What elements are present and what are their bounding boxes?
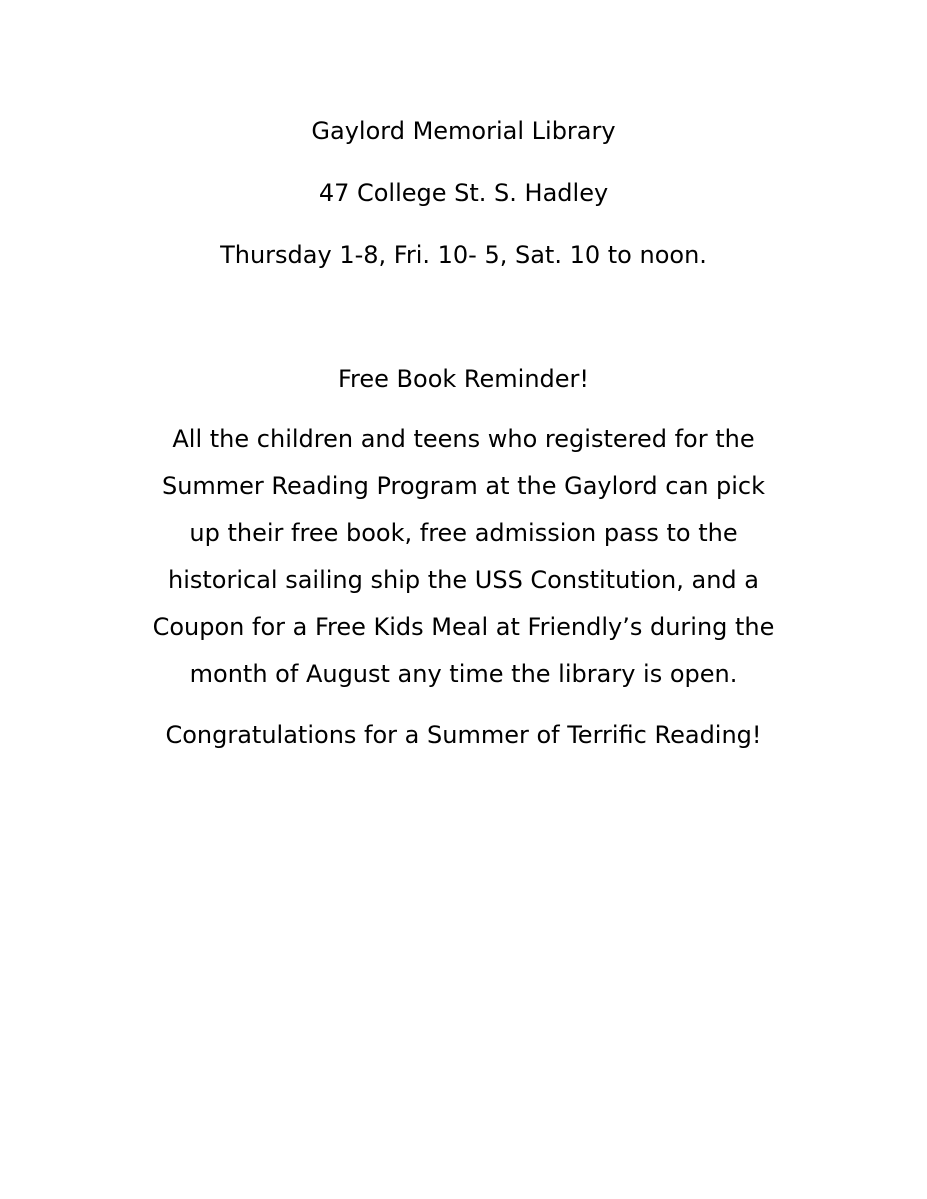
notice-closing: Congratulations for a Summer of Terrific Reading! xyxy=(165,721,762,749)
notice-body-line: historical sailing ship the USS Constitution, and a xyxy=(168,566,759,594)
notice-title: Free Book Reminder! xyxy=(337,365,590,393)
notice-body-line: Summer Reading Program at the Gaylord can pick xyxy=(161,472,766,500)
library-address: 47 College St. S. Hadley xyxy=(318,179,609,207)
library-name: Gaylord Memorial Library xyxy=(311,117,616,145)
notice-body-line: All the children and teens who registered for the xyxy=(172,425,755,453)
library-hours: Thursday 1-8, Fri. 10- 5, Sat. 10 to noon. xyxy=(220,241,707,269)
notice-body-line: Coupon for a Free Kids Meal at Friendly’s during the xyxy=(152,613,775,641)
notice-body-line: month of August any time the library is open. xyxy=(189,660,738,688)
notice-body-line: up their free book, free admission pass to the xyxy=(189,519,738,547)
